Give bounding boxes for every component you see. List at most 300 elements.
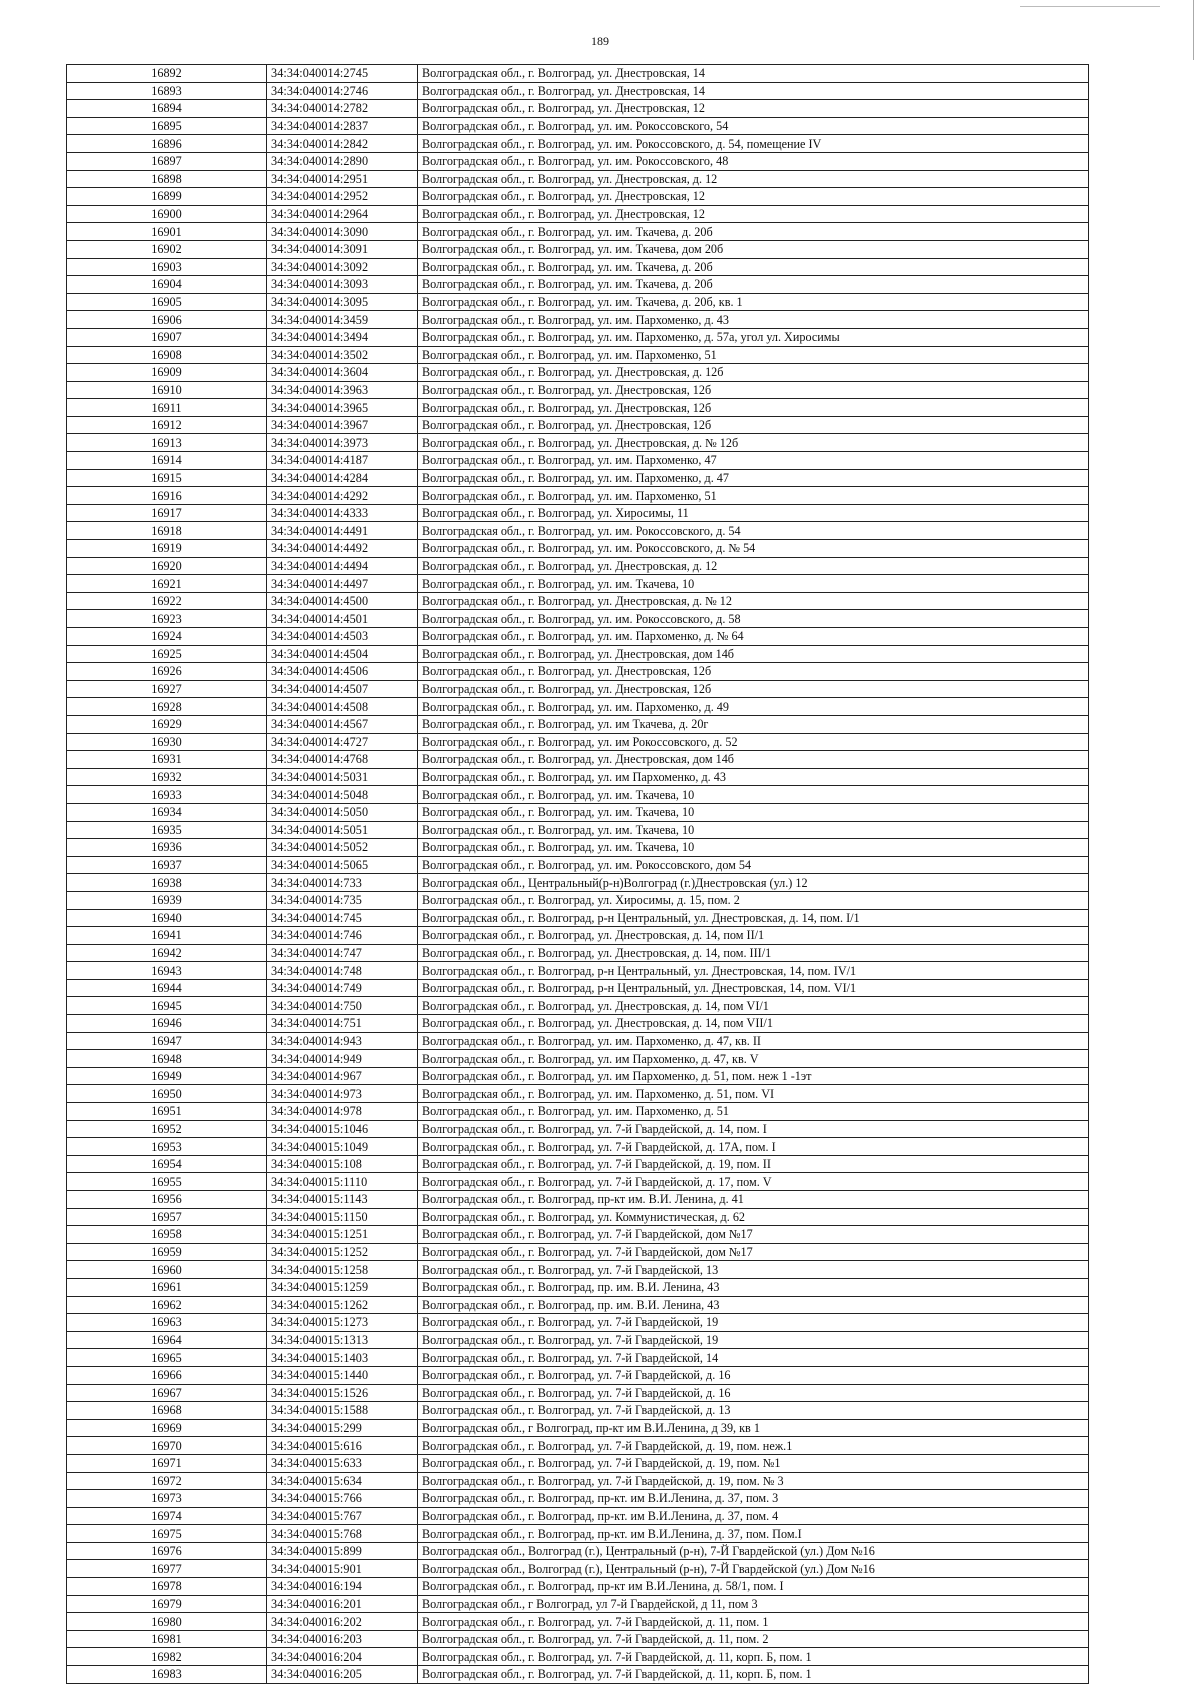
row-number-cell: 16913 [67, 434, 267, 452]
cadastral-number-cell: 34:34:040014:745 [267, 909, 418, 927]
cadastral-number-cell: 34:34:040014:2746 [267, 82, 418, 100]
row-number-cell: 16941 [67, 927, 267, 945]
row-number-cell: 16924 [67, 628, 267, 646]
cadastral-number-cell: 34:34:040016:203 [267, 1630, 418, 1648]
cadastral-number-cell: 34:34:040015:633 [267, 1454, 418, 1472]
row-number-cell: 16930 [67, 733, 267, 751]
cadastral-number-cell: 34:34:040014:949 [267, 1050, 418, 1068]
row-number-cell: 16898 [67, 170, 267, 188]
address-cell: Волгоградская обл., г. Волгоград, ул. Днестровская, 12б [418, 663, 1089, 681]
cadastral-number-cell: 34:34:040015:1273 [267, 1314, 418, 1332]
address-cell: Волгоградская обл., Центральный(р-н)Волгоград (г.)Днестровская (ул.) 12 [418, 874, 1089, 892]
cadastral-number-cell: 34:34:040014:4501 [267, 610, 418, 628]
address-cell: Волгоградская обл., г. Волгоград, ул. 7-й Гвардейской, д. 13 [418, 1402, 1089, 1420]
cadastral-number-cell: 34:34:040014:3973 [267, 434, 418, 452]
address-cell: Волгоградская обл., г. Волгоград, ул. Днестровская, дом 14б [418, 751, 1089, 769]
cadastral-number-cell: 34:34:040015:1403 [267, 1349, 418, 1367]
row-number-cell: 16947 [67, 1032, 267, 1050]
address-cell: Волгоградская обл., г. Волгоград, ул. Днестровская, дом 14б [418, 645, 1089, 663]
table-row [67, 1578, 1089, 1596]
cadastral-number-cell: 34:34:040014:3494 [267, 328, 418, 346]
cadastral-number-cell: 34:34:040014:3604 [267, 364, 418, 382]
table-row [67, 364, 1089, 382]
cadastral-number-cell: 34:34:040014:5048 [267, 786, 418, 804]
row-number-cell: 16927 [67, 680, 267, 698]
table-row [67, 1067, 1089, 1085]
table-row [67, 592, 1089, 610]
address-cell: Волгоградская обл., г. Волгоград, ул. Днестровская, д. № 12 [418, 592, 1089, 610]
address-cell: Волгоградская обл., г. Волгоград, ул. им. Ткачева, д. 20б [418, 276, 1089, 294]
address-cell: Волгоградская обл., г. Волгоград, ул. им Пархоменко, д. 51, пом. неж 1 -1эт [418, 1067, 1089, 1085]
cadastral-number-cell: 34:34:040014:4284 [267, 469, 418, 487]
table-row [67, 1560, 1089, 1578]
table-row [67, 786, 1089, 804]
table-row [67, 311, 1089, 329]
cadastral-number-cell: 34:34:040015:1588 [267, 1402, 418, 1420]
table-row [67, 891, 1089, 909]
table-row [67, 803, 1089, 821]
table-row [67, 751, 1089, 769]
cadastral-number-cell: 34:34:040014:751 [267, 1015, 418, 1033]
row-number-cell: 16918 [67, 522, 267, 540]
address-cell: Волгоградская обл., г. Волгоград, ул. 7-й Гвардейской, д. 19, пом. II [418, 1155, 1089, 1173]
row-number-cell: 16893 [67, 82, 267, 100]
cadastral-number-cell: 34:34:040015:1046 [267, 1120, 418, 1138]
row-number-cell: 16965 [67, 1349, 267, 1367]
address-cell: Волгоградская обл., г. Волгоград, ул. Днестровская, 14 [418, 82, 1089, 100]
cadastral-number-cell: 34:34:040015:1259 [267, 1278, 418, 1296]
row-number-cell: 16906 [67, 311, 267, 329]
table-row [67, 240, 1089, 258]
address-cell: Волгоградская обл., г. Волгоград, ул. 7-й Гвардейской, д. 14, пом. I [418, 1120, 1089, 1138]
page-number: 189 [591, 34, 609, 48]
cadastral-number-cell: 34:34:040015:1313 [267, 1331, 418, 1349]
address-cell: Волгоградская обл., г. Волгоград, ул. 7-й Гвардейской, 19 [418, 1331, 1089, 1349]
registry-table-body [67, 65, 1089, 1684]
table-row [67, 469, 1089, 487]
table-row [67, 276, 1089, 294]
row-number-cell: 16943 [67, 962, 267, 980]
address-cell: Волгоградская обл., г. Волгоград, ул. им. Рокоссовского, д. 54, помещение IV [418, 135, 1089, 153]
row-number-cell: 16896 [67, 135, 267, 153]
address-cell: Волгоградская обл., г. Волгоград, ул. 7-й Гвардейской, д. 16 [418, 1384, 1089, 1402]
row-number-cell: 16902 [67, 240, 267, 258]
row-number-cell: 16932 [67, 768, 267, 786]
cadastral-number-cell: 34:34:040014:733 [267, 874, 418, 892]
table-row [67, 768, 1089, 786]
cadastral-number-cell: 34:34:040015:901 [267, 1560, 418, 1578]
row-number-cell: 16951 [67, 1103, 267, 1121]
row-number-cell: 16939 [67, 891, 267, 909]
cadastral-number-cell: 34:34:040014:943 [267, 1032, 418, 1050]
address-cell: Волгоградская обл., г. Волгоград, ул. 7-й Гвардейской, д. 11, корп. Б, пом. 1 [418, 1666, 1089, 1684]
cadastral-number-cell: 34:34:040014:2952 [267, 188, 418, 206]
table-row [67, 1454, 1089, 1472]
table-row [67, 1490, 1089, 1508]
cadastral-number-cell: 34:34:040014:4494 [267, 557, 418, 575]
cadastral-number-cell: 34:34:040014:5065 [267, 856, 418, 874]
cadastral-number-cell: 34:34:040014:5031 [267, 768, 418, 786]
table-row [67, 135, 1089, 153]
address-cell: Волгоградская обл., г. Волгоград, ул. им Пархоменко, д. 47, кв. V [418, 1050, 1089, 1068]
cadastral-number-cell: 34:34:040014:4497 [267, 575, 418, 593]
table-row [67, 1366, 1089, 1384]
address-cell: Волгоградская обл., г. Волгоград, ул. Днестровская, д. 14, пом. III/1 [418, 944, 1089, 962]
table-row [67, 839, 1089, 857]
row-number-cell: 16903 [67, 258, 267, 276]
address-cell: Волгоградская обл., г. Волгоград, р-н Центральный, ул. Днестровская, 14, пом. IV/1 [418, 962, 1089, 980]
row-number-cell: 16904 [67, 276, 267, 294]
address-cell: Волгоградская обл., г. Волгоград, р-н Центральный, ул. Днестровская, 14, пом. VI/1 [418, 979, 1089, 997]
row-number-cell: 16938 [67, 874, 267, 892]
table-row [67, 1384, 1089, 1402]
cadastral-number-cell: 34:34:040014:4491 [267, 522, 418, 540]
address-cell: Волгоградская обл., г. Волгоград, ул. им. Рокоссовского, д. 54 [418, 522, 1089, 540]
row-number-cell: 16929 [67, 715, 267, 733]
table-row [67, 328, 1089, 346]
cadastral-number-cell: 34:34:040014:2842 [267, 135, 418, 153]
table-row [67, 205, 1089, 223]
address-cell: Волгоградская обл., г. Волгоград, ул. 7-й Гвардейской, д. 19, пом. № 3 [418, 1472, 1089, 1490]
row-number-cell: 16960 [67, 1261, 267, 1279]
table-row [67, 575, 1089, 593]
address-cell: Волгоградская обл., г. Волгоград, ул. 7-й Гвардейской, дом №17 [418, 1243, 1089, 1261]
cadastral-number-cell: 34:34:040014:2782 [267, 100, 418, 118]
cadastral-number-cell: 34:34:040015:767 [267, 1507, 418, 1525]
address-cell: Волгоградская обл., г. Волгоград, ул. им. Ткачева, 10 [418, 786, 1089, 804]
cadastral-number-cell: 34:34:040015:1251 [267, 1226, 418, 1244]
table-row [67, 346, 1089, 364]
cadastral-number-cell: 34:34:040014:3963 [267, 381, 418, 399]
table-row [67, 1120, 1089, 1138]
address-cell: Волгоградская обл., г. Волгоград, ул. им. Ткачева, д. 20б [418, 258, 1089, 276]
row-number-cell: 16978 [67, 1578, 267, 1596]
row-number-cell: 16905 [67, 293, 267, 311]
cadastral-number-cell: 34:34:040014:746 [267, 927, 418, 945]
table-row [67, 1015, 1089, 1033]
table-row [67, 504, 1089, 522]
address-cell: Волгоградская обл., г. Волгоград, пр-кт им В.И.Ленина, д. 58/1, пом. I [418, 1578, 1089, 1596]
table-row [67, 1648, 1089, 1666]
row-number-cell: 16944 [67, 979, 267, 997]
row-number-cell: 16981 [67, 1630, 267, 1648]
table-row [67, 1507, 1089, 1525]
address-cell: Волгоградская обл., г. Волгоград, ул. Днестровская, д. 14, пом VII/1 [418, 1015, 1089, 1033]
cadastral-number-cell: 34:34:040014:3092 [267, 258, 418, 276]
cadastral-number-cell: 34:34:040015:766 [267, 1490, 418, 1508]
address-cell: Волгоградская обл., г. Волгоград, ул. Коммунистическая, д. 62 [418, 1208, 1089, 1226]
table-row [67, 1613, 1089, 1631]
cadastral-number-cell: 34:34:040015:1110 [267, 1173, 418, 1191]
address-cell: Волгоградская обл., г. Волгоград, ул. 7-й Гвардейской, д. 17, пом. V [418, 1173, 1089, 1191]
table-row [67, 82, 1089, 100]
address-cell: Волгоградская обл., г. Волгоград, ул. Хиросимы, д. 15, пом. 2 [418, 891, 1089, 909]
cadastral-number-cell: 34:34:040014:4503 [267, 628, 418, 646]
address-cell: Волгоградская обл., г. Волгоград, ул. Днестровская, д. 14, пом VI/1 [418, 997, 1089, 1015]
table-row [67, 1402, 1089, 1420]
row-number-cell: 16942 [67, 944, 267, 962]
address-cell: Волгоградская обл., г. Волгоград, ул. 7-й Гвардейской, д. 11, корп. Б, пом. 1 [418, 1648, 1089, 1666]
row-number-cell: 16937 [67, 856, 267, 874]
cadastral-number-cell: 34:34:040014:747 [267, 944, 418, 962]
row-number-cell: 16970 [67, 1437, 267, 1455]
cadastral-number-cell: 34:34:040014:4504 [267, 645, 418, 663]
table-row [67, 540, 1089, 558]
table-row [67, 452, 1089, 470]
table-row [67, 170, 1089, 188]
address-cell: Волгоградская обл., г. Волгоград, ул. им. Пархоменко, 51 [418, 346, 1089, 364]
cadastral-number-cell: 34:34:040015:1049 [267, 1138, 418, 1156]
table-row [67, 1191, 1089, 1209]
row-number-cell: 16926 [67, 663, 267, 681]
address-cell: Волгоградская обл., г. Волгоград, ул. 7-й Гвардейской, д. 16 [418, 1366, 1089, 1384]
row-number-cell: 16908 [67, 346, 267, 364]
address-cell: Волгоградская обл., г. Волгоград, ул. 7-й Гвардейской, д. 19, пом. №1 [418, 1454, 1089, 1472]
row-number-cell: 16912 [67, 416, 267, 434]
table-row [67, 944, 1089, 962]
row-number-cell: 16925 [67, 645, 267, 663]
table-row [67, 1419, 1089, 1437]
address-cell: Волгоградская обл., г. Волгоград, ул. им. Ткачева, д. 20б [418, 223, 1089, 241]
row-number-cell: 16961 [67, 1278, 267, 1296]
cadastral-number-cell: 34:34:040015:899 [267, 1542, 418, 1560]
address-cell: Волгоградская обл., г. Волгоград, ул. им. Пархоменко, д. 51, пом. VI [418, 1085, 1089, 1103]
row-number-cell: 16952 [67, 1120, 267, 1138]
cadastral-number-cell: 34:34:040014:5050 [267, 803, 418, 821]
address-cell: Волгоградская обл., г. Волгоград, ул. им. Пархоменко, д. 49 [418, 698, 1089, 716]
row-number-cell: 16940 [67, 909, 267, 927]
table-row [67, 979, 1089, 997]
table-row [67, 117, 1089, 135]
cadastral-number-cell: 34:34:040016:201 [267, 1595, 418, 1613]
row-number-cell: 16922 [67, 592, 267, 610]
cadastral-number-cell: 34:34:040014:4727 [267, 733, 418, 751]
cadastral-number-cell: 34:34:040014:3502 [267, 346, 418, 364]
row-number-cell: 16920 [67, 557, 267, 575]
row-number-cell: 16973 [67, 1490, 267, 1508]
address-cell: Волгоградская обл., г. Волгоград, ул. им. Ткачева, 10 [418, 839, 1089, 857]
address-cell: Волгоградская обл., г. Волгоград, ул. им. Рокоссовского, д. 58 [418, 610, 1089, 628]
cadastral-number-cell: 34:34:040015:1258 [267, 1261, 418, 1279]
table-row [67, 416, 1089, 434]
table-row [67, 1525, 1089, 1543]
address-cell: Волгоградская обл., Волгоград (г.), Центральный (р-н), 7-Й Гвардейской (ул.) Дом №16 [418, 1560, 1089, 1578]
table-row [67, 628, 1089, 646]
address-cell: Волгоградская обл., г. Волгоград, ул. Днестровская, 12б [418, 399, 1089, 417]
table-row [67, 856, 1089, 874]
address-cell: Волгоградская обл., г. Волгоград, ул. 7-й Гвардейской, д. 17А, пом. I [418, 1138, 1089, 1156]
address-cell: Волгоградская обл., г. Волгоград, ул. Хиросимы, 11 [418, 504, 1089, 522]
table-row [67, 399, 1089, 417]
table-row [67, 557, 1089, 575]
cadastral-number-cell: 34:34:040014:750 [267, 997, 418, 1015]
cadastral-number-cell: 34:34:040016:205 [267, 1666, 418, 1684]
scan-edge-mark [1020, 6, 1160, 17]
cadastral-number-cell: 34:34:040014:967 [267, 1067, 418, 1085]
table-row [67, 1226, 1089, 1244]
address-cell: Волгоградская обл., г. Волгоград, ул. Днестровская, 12 [418, 188, 1089, 206]
row-number-cell: 16964 [67, 1331, 267, 1349]
address-cell: Волгоградская обл., г. Волгоград, ул. им. Рокоссовского, дом 54 [418, 856, 1089, 874]
table-row [67, 1032, 1089, 1050]
table-row [67, 1208, 1089, 1226]
cadastral-number-cell: 34:34:040014:4292 [267, 487, 418, 505]
row-number-cell: 16948 [67, 1050, 267, 1068]
address-cell: Волгоградская обл., г. Волгоград, ул. им Рокоссовского, д. 52 [418, 733, 1089, 751]
address-cell: Волгоградская обл., г. Волгоград, ул. 7-й Гвардейской, 19 [418, 1314, 1089, 1332]
row-number-cell: 16916 [67, 487, 267, 505]
cadastral-number-cell: 34:34:040015:768 [267, 1525, 418, 1543]
row-number-cell: 16977 [67, 1560, 267, 1578]
address-cell: Волгоградская обл., Волгоград (г.), Центральный (р-н), 7-Й Гвардейской (ул.) Дом №16 [418, 1542, 1089, 1560]
table-row [67, 645, 1089, 663]
row-number-cell: 16971 [67, 1454, 267, 1472]
row-number-cell: 16910 [67, 381, 267, 399]
table-row [67, 821, 1089, 839]
address-cell: Волгоградская обл., г. Волгоград, ул. им. Пархоменко, д. 47, кв. II [418, 1032, 1089, 1050]
cadastral-number-cell: 34:34:040014:735 [267, 891, 418, 909]
address-cell: Волгоградская обл., г. Волгоград, ул. им. Пархоменко, д. 43 [418, 311, 1089, 329]
cadastral-number-cell: 34:34:040014:973 [267, 1085, 418, 1103]
row-number-cell: 16959 [67, 1243, 267, 1261]
table-row [67, 1173, 1089, 1191]
address-cell: Волгоградская обл., г. Волгоград, ул. Днестровская, д. 12 [418, 170, 1089, 188]
row-number-cell: 16979 [67, 1595, 267, 1613]
row-number-cell: 16954 [67, 1155, 267, 1173]
row-number-cell: 16899 [67, 188, 267, 206]
row-number-cell: 16900 [67, 205, 267, 223]
address-cell: Волгоградская обл., г. Волгоград, ул. им. Рокоссовского, 54 [418, 117, 1089, 135]
row-number-cell: 16968 [67, 1402, 267, 1420]
cadastral-number-cell: 34:34:040015:1262 [267, 1296, 418, 1314]
row-number-cell: 16901 [67, 223, 267, 241]
cadastral-number-cell: 34:34:040014:4500 [267, 592, 418, 610]
address-cell: Волгоградская обл., г. Волгоград, ул. им. Ткачева, 10 [418, 821, 1089, 839]
row-number-cell: 16909 [67, 364, 267, 382]
row-number-cell: 16957 [67, 1208, 267, 1226]
address-cell: Волгоградская обл., г. Волгоград, ул. Днестровская, д. 12 [418, 557, 1089, 575]
table-row [67, 663, 1089, 681]
table-row [67, 293, 1089, 311]
table-row [67, 1331, 1089, 1349]
cadastral-number-cell: 34:34:040014:3967 [267, 416, 418, 434]
address-cell: Волгоградская обл., г. Волгоград, ул. им. Ткачева, дом 20б [418, 240, 1089, 258]
cadastral-number-cell: 34:34:040015:1252 [267, 1243, 418, 1261]
row-number-cell: 16933 [67, 786, 267, 804]
address-cell: Волгоградская обл., г. Волгоград, пр. им. В.И. Ленина, 43 [418, 1296, 1089, 1314]
cadastral-number-cell: 34:34:040014:3091 [267, 240, 418, 258]
table-row [67, 698, 1089, 716]
row-number-cell: 16958 [67, 1226, 267, 1244]
table-row [67, 1666, 1089, 1684]
row-number-cell: 16894 [67, 100, 267, 118]
cadastral-number-cell: 34:34:040014:2964 [267, 205, 418, 223]
address-cell: Волгоградская обл., г Волгоград, ул 7-й Гвардейской, д 11, пом 3 [418, 1595, 1089, 1613]
row-number-cell: 16972 [67, 1472, 267, 1490]
row-number-cell: 16897 [67, 152, 267, 170]
table-row [67, 1261, 1089, 1279]
cadastral-number-cell: 34:34:040014:4506 [267, 663, 418, 681]
cadastral-number-cell: 34:34:040015:299 [267, 1419, 418, 1437]
cadastral-number-cell: 34:34:040014:4508 [267, 698, 418, 716]
table-row [67, 381, 1089, 399]
cadastral-number-cell: 34:34:040014:2745 [267, 65, 418, 83]
table-row [67, 1630, 1089, 1648]
table-row [67, 65, 1089, 83]
row-number-cell: 16915 [67, 469, 267, 487]
cadastral-number-cell: 34:34:040014:4333 [267, 504, 418, 522]
table-row [67, 1472, 1089, 1490]
address-cell: Волгоградская обл., г. Волгоград, ул. им. Пархоменко, 51 [418, 487, 1089, 505]
table-row [67, 152, 1089, 170]
table-row [67, 1349, 1089, 1367]
row-number-cell: 16895 [67, 117, 267, 135]
address-cell: Волгоградская обл., г. Волгоград, р-н Центральный, ул. Днестровская, д. 14, пом. I/1 [418, 909, 1089, 927]
row-number-cell: 16919 [67, 540, 267, 558]
row-number-cell: 16966 [67, 1366, 267, 1384]
table-row [67, 522, 1089, 540]
cadastral-number-cell: 34:34:040015:1440 [267, 1366, 418, 1384]
row-number-cell: 16892 [67, 65, 267, 83]
row-number-cell: 16917 [67, 504, 267, 522]
row-number-cell: 16980 [67, 1613, 267, 1631]
table-row [67, 1155, 1089, 1173]
address-cell: Волгоградская обл., г. Волгоград, ул. им. Пархоменко, д. 57а, угол ул. Хиросимы [418, 328, 1089, 346]
address-cell: Волгоградская обл., г. Волгоград, ул. им. Пархоменко, д. 47 [418, 469, 1089, 487]
address-cell: Волгоградская обл., г. Волгоград, ул. им. Пархоменко, 47 [418, 452, 1089, 470]
cadastral-number-cell: 34:34:040014:748 [267, 962, 418, 980]
address-cell: Волгоградская обл., г. Волгоград, ул. 7-й Гвардейской, д. 11, пом. 2 [418, 1630, 1089, 1648]
address-cell: Волгоградская обл., г. Волгоград, ул. им. Пархоменко, д. № 64 [418, 628, 1089, 646]
row-number-cell: 16955 [67, 1173, 267, 1191]
row-number-cell: 16949 [67, 1067, 267, 1085]
address-cell: Волгоградская обл., г. Волгоград, ул. 7-й Гвардейской, дом №17 [418, 1226, 1089, 1244]
row-number-cell: 16956 [67, 1191, 267, 1209]
row-number-cell: 16975 [67, 1525, 267, 1543]
table-row [67, 1595, 1089, 1613]
table-row [67, 188, 1089, 206]
address-cell: Волгоградская обл., г. Волгоград, ул. 7-й Гвардейской, д. 11, пом. 1 [418, 1613, 1089, 1631]
row-number-cell: 16950 [67, 1085, 267, 1103]
address-cell: Волгоградская обл., г. Волгоград, ул. Днестровская, 12б [418, 416, 1089, 434]
address-cell: Волгоградская обл., г. Волгоград, ул. Днестровская, 12б [418, 680, 1089, 698]
registry-table-container [66, 64, 1088, 1684]
row-number-cell: 16936 [67, 839, 267, 857]
table-row [67, 258, 1089, 276]
address-cell: Волгоградская обл., г. Волгоград, ул. Днестровская, 12б [418, 381, 1089, 399]
address-cell: Волгоградская обл., г. Волгоград, ул. им. Пархоменко, д. 51 [418, 1103, 1089, 1121]
address-cell: Волгоградская обл., г. Волгоград, пр-кт. им В.И.Ленина, д. 37, пом. 3 [418, 1490, 1089, 1508]
cadastral-number-cell: 34:34:040014:2837 [267, 117, 418, 135]
address-cell: Волгоградская обл., г. Волгоград, ул. Днестровская, д. 12б [418, 364, 1089, 382]
cadastral-number-cell: 34:34:040014:4567 [267, 715, 418, 733]
cadastral-number-cell: 34:34:040014:978 [267, 1103, 418, 1121]
address-cell: Волгоградская обл., г. Волгоград, ул. им. Рокоссовского, 48 [418, 152, 1089, 170]
table-row [67, 1243, 1089, 1261]
scan-edge-line [1193, 0, 1194, 60]
cadastral-number-cell: 34:34:040016:202 [267, 1613, 418, 1631]
address-cell: Волгоградская обл., г. Волгоград, ул. им. Ткачева, 10 [418, 575, 1089, 593]
address-cell: Волгоградская обл., г. Волгоград, ул. им. Рокоссовского, д. № 54 [418, 540, 1089, 558]
cadastral-number-cell: 34:34:040016:204 [267, 1648, 418, 1666]
registry-table [66, 64, 1089, 1684]
table-row [67, 1278, 1089, 1296]
table-row [67, 909, 1089, 927]
cadastral-number-cell: 34:34:040015:616 [267, 1437, 418, 1455]
table-row [67, 1542, 1089, 1560]
address-cell: Волгоградская обл., г. Волгоград, ул. 7-й Гвардейской, 13 [418, 1261, 1089, 1279]
table-row [67, 1085, 1089, 1103]
